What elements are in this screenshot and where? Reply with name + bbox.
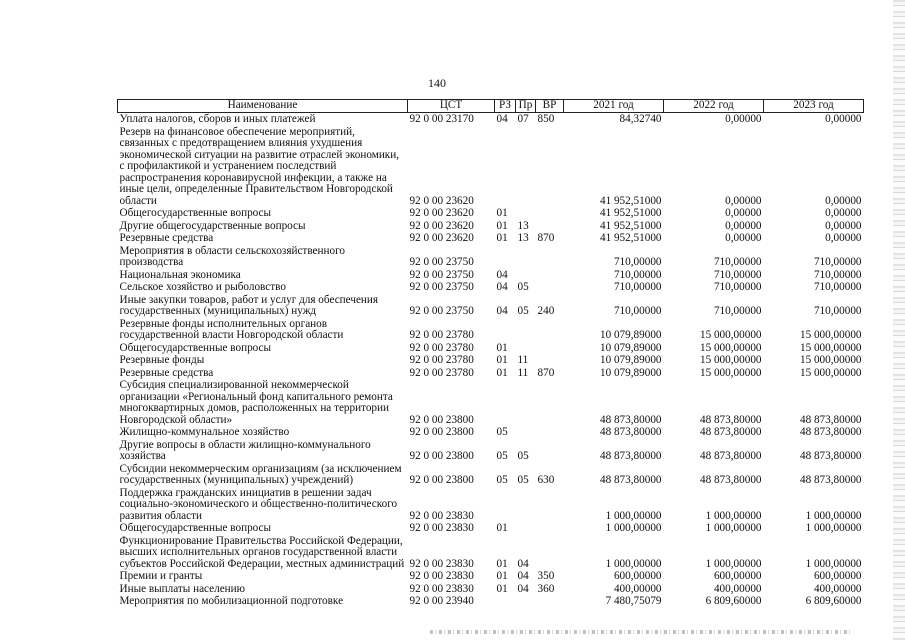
table-row	[118, 522, 864, 535]
cell-2021: 10 079,89000	[599, 354, 662, 366]
cell-vr: 360	[537, 582, 555, 595]
cell-2021: 7 480,75079	[605, 595, 662, 607]
cell-2023: 48 873,80000	[799, 450, 862, 462]
cell-name: Субсидия специализированной некоммерческой организации «Региональный фонд капитального ремонта многоквартирных домов, расположенных на территории Новгородской области»	[119, 379, 393, 426]
cell-cst: 92 0 00 23830	[409, 582, 474, 595]
header-rz: РЗ	[495, 100, 516, 113]
table-row	[118, 113, 864, 126]
cell-rz: 04	[496, 281, 508, 293]
cell-2023: 1 000,00000	[805, 509, 862, 522]
cell-vr	[536, 220, 564, 233]
table-row	[118, 426, 864, 439]
table-row	[118, 281, 864, 294]
cell-vr	[536, 245, 564, 269]
table-row	[118, 126, 864, 208]
cell-2022: 1 000,00000	[705, 522, 762, 534]
cell-name: Поддержка гражданских инициатив в решении задач социально-экономического и общественно-политического развития области	[119, 486, 398, 522]
cell-2021: 710,00000	[613, 268, 662, 281]
header-name: Наименование	[118, 100, 408, 113]
cell-2023: 0,00000	[825, 232, 862, 244]
cell-pr	[516, 595, 536, 608]
cell-vr: 630	[537, 474, 555, 486]
cell-2023: 710,00000	[813, 268, 862, 281]
cell-pr: 05	[517, 281, 529, 293]
cell-2021: 10 079,89000	[599, 329, 662, 341]
table-row	[118, 269, 864, 282]
cell-cst: 92 0 00 23620	[409, 194, 474, 207]
cell-2023: 6 809,60000	[805, 595, 862, 607]
cell-cst: 92 0 00 23830	[409, 570, 474, 582]
cell-pr	[516, 522, 536, 535]
cell-vr	[536, 439, 564, 463]
cell-name: Мероприятия в области сельскохозяйственного производства	[119, 244, 345, 268]
cell-2022: 0,00000	[725, 113, 762, 125]
cell-2021: 600,00000	[613, 570, 662, 582]
cell-cst: 92 0 00 23750	[409, 281, 474, 293]
cell-2021: 710,00000	[613, 256, 662, 268]
cell-vr	[536, 487, 564, 523]
cell-2022: 48 873,80000	[699, 474, 762, 486]
cell-2022: 600,00000	[713, 570, 762, 582]
cell-pr	[516, 207, 536, 220]
table-row	[118, 354, 864, 367]
cell-rz: 01	[496, 354, 508, 366]
cell-pr: 04	[517, 557, 529, 570]
cell-cst: 92 0 00 23620	[409, 232, 474, 244]
header-2022: 2022 год	[664, 100, 764, 113]
cell-cst: 92 0 00 23940	[409, 595, 474, 607]
cell-cst: 92 0 00 23830	[409, 522, 474, 534]
table-row	[118, 535, 864, 571]
cell-rz: 01	[496, 366, 508, 379]
table-row	[118, 379, 864, 426]
cell-name: Общегосударственные вопросы	[119, 341, 272, 354]
cell-name: Сельское хозяйство и рыболовство	[119, 281, 286, 293]
page-number: 140	[428, 76, 446, 90]
header-vr: ВР	[536, 100, 564, 113]
cell-vr	[536, 269, 564, 282]
cell-2023: 0,00000	[825, 219, 862, 232]
table-row	[118, 220, 864, 233]
cell-cst: 92 0 00 23750	[409, 256, 474, 268]
cell-2022: 0,00000	[725, 232, 762, 244]
cell-2022: 6 809,60000	[705, 595, 762, 607]
cell-vr	[536, 126, 564, 208]
cell-vr	[536, 354, 564, 367]
cell-rz: 01	[496, 207, 508, 219]
cell-2022: 15 000,00000	[699, 341, 762, 354]
cell-name: Общегосударственные вопросы	[119, 207, 272, 219]
table-row	[118, 245, 864, 269]
cell-cst: 92 0 00 23800	[409, 426, 474, 438]
cell-vr: 870	[537, 232, 555, 244]
cell-cst: 92 0 00 23800	[409, 474, 474, 486]
cell-name: Иные закупки товаров, работ и услуг для обеспечения государственных (муниципальных) нужд	[119, 293, 379, 317]
cell-pr	[516, 342, 536, 355]
cell-vr: 870	[537, 366, 555, 379]
cell-rz: 05	[496, 474, 508, 486]
header-pr: Пр	[516, 100, 536, 113]
cell-2022: 48 873,80000	[699, 413, 762, 426]
cell-vr	[536, 595, 564, 608]
cell-vr	[536, 318, 564, 342]
cell-2023: 1 000,00000	[805, 522, 862, 534]
cell-rz	[495, 126, 516, 208]
cell-cst: 92 0 00 23800	[409, 413, 474, 426]
cell-2021: 710,00000	[613, 281, 662, 293]
cell-pr	[516, 269, 536, 282]
cell-2021: 10 079,89000	[599, 341, 662, 354]
cell-rz	[495, 595, 516, 608]
cell-2021: 41 952,51000	[599, 207, 662, 219]
cell-2021: 1 000,00000	[605, 557, 662, 570]
cell-vr: 240	[537, 305, 555, 317]
cell-rz: 01	[496, 582, 508, 595]
cell-name: Другие вопросы в области жилищно-коммунального хозяйства	[119, 438, 371, 462]
cell-pr	[516, 426, 536, 439]
cell-2023: 15 000,00000	[799, 354, 862, 366]
cell-vr	[536, 535, 564, 571]
cell-2021: 710,00000	[613, 305, 662, 317]
table-row	[118, 487, 864, 523]
cell-2023: 15 000,00000	[799, 341, 862, 354]
cell-pr: 05	[517, 305, 529, 317]
cell-vr	[536, 207, 564, 220]
cell-cst: 92 0 00 23830	[409, 557, 474, 570]
cell-2023: 48 873,80000	[799, 426, 862, 438]
cell-vr	[536, 379, 564, 426]
cell-2023: 710,00000	[813, 256, 862, 268]
cell-rz	[495, 487, 516, 523]
table-row	[118, 439, 864, 463]
cell-cst: 92 0 00 23750	[409, 305, 474, 317]
cell-rz: 01	[496, 522, 508, 534]
cell-2023: 48 873,80000	[799, 474, 862, 486]
header-2021: 2021 год	[564, 100, 664, 113]
cell-rz: 01	[496, 232, 508, 244]
scan-edge-artifact	[893, 0, 905, 640]
cell-name: Субсидии некоммерческим организациям (за исключением государственных (муниципальных) учреждений)	[119, 462, 402, 486]
cell-cst: 92 0 00 23800	[409, 450, 474, 462]
header-2023: 2023 год	[764, 100, 864, 113]
cell-name: Функционирование Правительства Российской Федерации, высших исполнительных органов государственной власти субъектов Российской Федерации, местных администраций	[119, 534, 405, 570]
cell-vr	[536, 522, 564, 535]
cell-name: Премии и гранты	[119, 570, 203, 582]
cell-pr: 05	[517, 450, 529, 462]
table-row	[118, 318, 864, 342]
cell-vr	[536, 426, 564, 439]
cell-name: Резервные фонды	[119, 354, 205, 366]
cell-2023: 15 000,00000	[799, 329, 862, 341]
cell-2021: 400,00000	[613, 582, 662, 595]
table-row	[118, 207, 864, 220]
cell-2022: 1 000,00000	[705, 509, 762, 522]
cell-rz: 05	[496, 426, 508, 438]
cell-2022: 1 000,00000	[705, 557, 762, 570]
cell-2022: 400,00000	[713, 582, 762, 595]
cell-2022: 48 873,80000	[699, 450, 762, 462]
cell-pr	[516, 126, 536, 208]
cell-2022: 710,00000	[713, 256, 762, 268]
cell-rz: 01	[496, 570, 508, 582]
cell-pr: 11	[517, 354, 529, 366]
cell-2021: 48 873,80000	[599, 450, 662, 462]
table-row	[118, 595, 864, 608]
cell-pr: 13	[517, 232, 529, 244]
cell-name: Резерв на финансовое обеспечение мероприятий, связанных с предотвращением влияния ухудшения экономической ситуации на развитие отраслей экономики, с профилактикой и устранением последствий распространения коронавирусной инфекции, а также на иные цели, определенные Правительством Новгородской области	[119, 125, 400, 207]
cell-2022: 15 000,00000	[699, 329, 762, 341]
cell-2021: 41 952,51000	[599, 194, 662, 207]
cell-2023: 600,00000	[813, 570, 862, 582]
table-row	[118, 232, 864, 245]
cell-2022: 710,00000	[713, 268, 762, 281]
cell-2022: 0,00000	[725, 219, 762, 232]
cell-rz	[495, 245, 516, 269]
cell-rz	[495, 318, 516, 342]
cell-2023: 0,00000	[825, 194, 862, 207]
cell-2022: 15 000,00000	[699, 354, 762, 366]
cell-rz: 01	[496, 341, 508, 354]
cell-pr	[516, 318, 536, 342]
budget-table	[117, 99, 864, 608]
cell-name: Общегосударственные вопросы	[119, 522, 272, 534]
cell-2021: 1 000,00000	[605, 509, 662, 522]
cell-cst: 92 0 00 23780	[409, 366, 474, 379]
cell-2022: 710,00000	[713, 305, 762, 317]
cell-2022: 0,00000	[725, 194, 762, 207]
cell-2021: 41 952,51000	[599, 219, 662, 232]
cell-pr	[516, 379, 536, 426]
cell-pr: 04	[517, 582, 529, 595]
cell-pr: 07	[517, 113, 529, 125]
cell-rz: 05	[496, 450, 508, 462]
cell-2022: 0,00000	[725, 207, 762, 219]
cell-2022: 15 000,00000	[699, 366, 762, 379]
cell-2023: 710,00000	[813, 281, 862, 293]
cell-name: Национальная экономика	[119, 268, 241, 281]
cell-rz: 04	[496, 268, 508, 281]
table-row	[118, 294, 864, 318]
cell-cst: 92 0 00 23780	[409, 329, 474, 341]
cell-2021: 48 873,80000	[599, 474, 662, 486]
cell-name: Жилищно-коммунальное хозяйство	[119, 426, 290, 438]
cell-2022: 710,00000	[713, 281, 762, 293]
cell-pr: 13	[517, 219, 529, 232]
table-row	[118, 342, 864, 355]
cell-cst: 92 0 00 23830	[409, 509, 474, 522]
cell-2021: 84,32740	[619, 113, 662, 125]
cell-cst: 92 0 00 23620	[409, 219, 474, 232]
cell-2021: 41 952,51000	[599, 232, 662, 244]
cell-rz: 04	[496, 113, 508, 125]
cell-2023: 400,00000	[813, 582, 862, 595]
cell-2021: 10 079,89000	[599, 366, 662, 379]
cell-2022: 48 873,80000	[699, 426, 762, 438]
cell-2023: 48 873,80000	[799, 413, 862, 426]
cell-rz: 04	[496, 305, 508, 317]
cell-2021: 1 000,00000	[605, 522, 662, 534]
cell-2021: 48 873,80000	[599, 413, 662, 426]
cell-name: Резервные средства	[119, 232, 214, 244]
cell-vr	[536, 281, 564, 294]
cell-vr: 350	[537, 570, 555, 582]
cell-name: Резервные фонды исполнительных органов государственной власти Новгородской области	[119, 317, 344, 341]
cell-pr: 05	[517, 474, 529, 486]
cell-cst: 92 0 00 23620	[409, 207, 474, 219]
cell-cst: 92 0 00 23780	[409, 354, 474, 366]
cell-2023: 0,00000	[825, 113, 862, 125]
cell-name: Иные выплаты населению	[119, 582, 245, 595]
cell-vr: 850	[537, 113, 555, 125]
header-cst: ЦСТ	[408, 100, 495, 113]
cell-pr	[516, 245, 536, 269]
cell-2023: 1 000,00000	[805, 557, 862, 570]
header-row	[118, 100, 864, 113]
table-row	[118, 367, 864, 380]
cell-vr	[536, 342, 564, 355]
cell-2023: 0,00000	[825, 207, 862, 219]
cell-cst: 92 0 00 23750	[409, 268, 474, 281]
cell-2021: 48 873,80000	[599, 426, 662, 438]
cell-2023: 15 000,00000	[799, 366, 862, 379]
cell-2023: 710,00000	[813, 305, 862, 317]
table-row	[118, 570, 864, 583]
cell-name: Уплата налогов, сборов и иных платежей	[119, 113, 316, 125]
cell-rz	[495, 379, 516, 426]
cell-pr: 04	[517, 570, 529, 582]
table-body	[118, 113, 864, 608]
cell-cst: 92 0 00 23170	[409, 113, 474, 125]
cell-name: Резервные средства	[119, 366, 214, 379]
cell-cst: 92 0 00 23780	[409, 341, 474, 354]
cell-name: Другие общегосударственные вопросы	[119, 219, 306, 232]
scan-bottom-artifact	[430, 630, 850, 634]
cell-name: Мероприятия по мобилизационной подготовке	[119, 595, 344, 607]
cell-pr: 11	[517, 366, 529, 379]
table-row	[118, 583, 864, 596]
table-row	[118, 463, 864, 487]
cell-rz: 01	[496, 557, 508, 570]
cell-pr	[516, 487, 536, 523]
cell-rz: 01	[496, 219, 508, 232]
